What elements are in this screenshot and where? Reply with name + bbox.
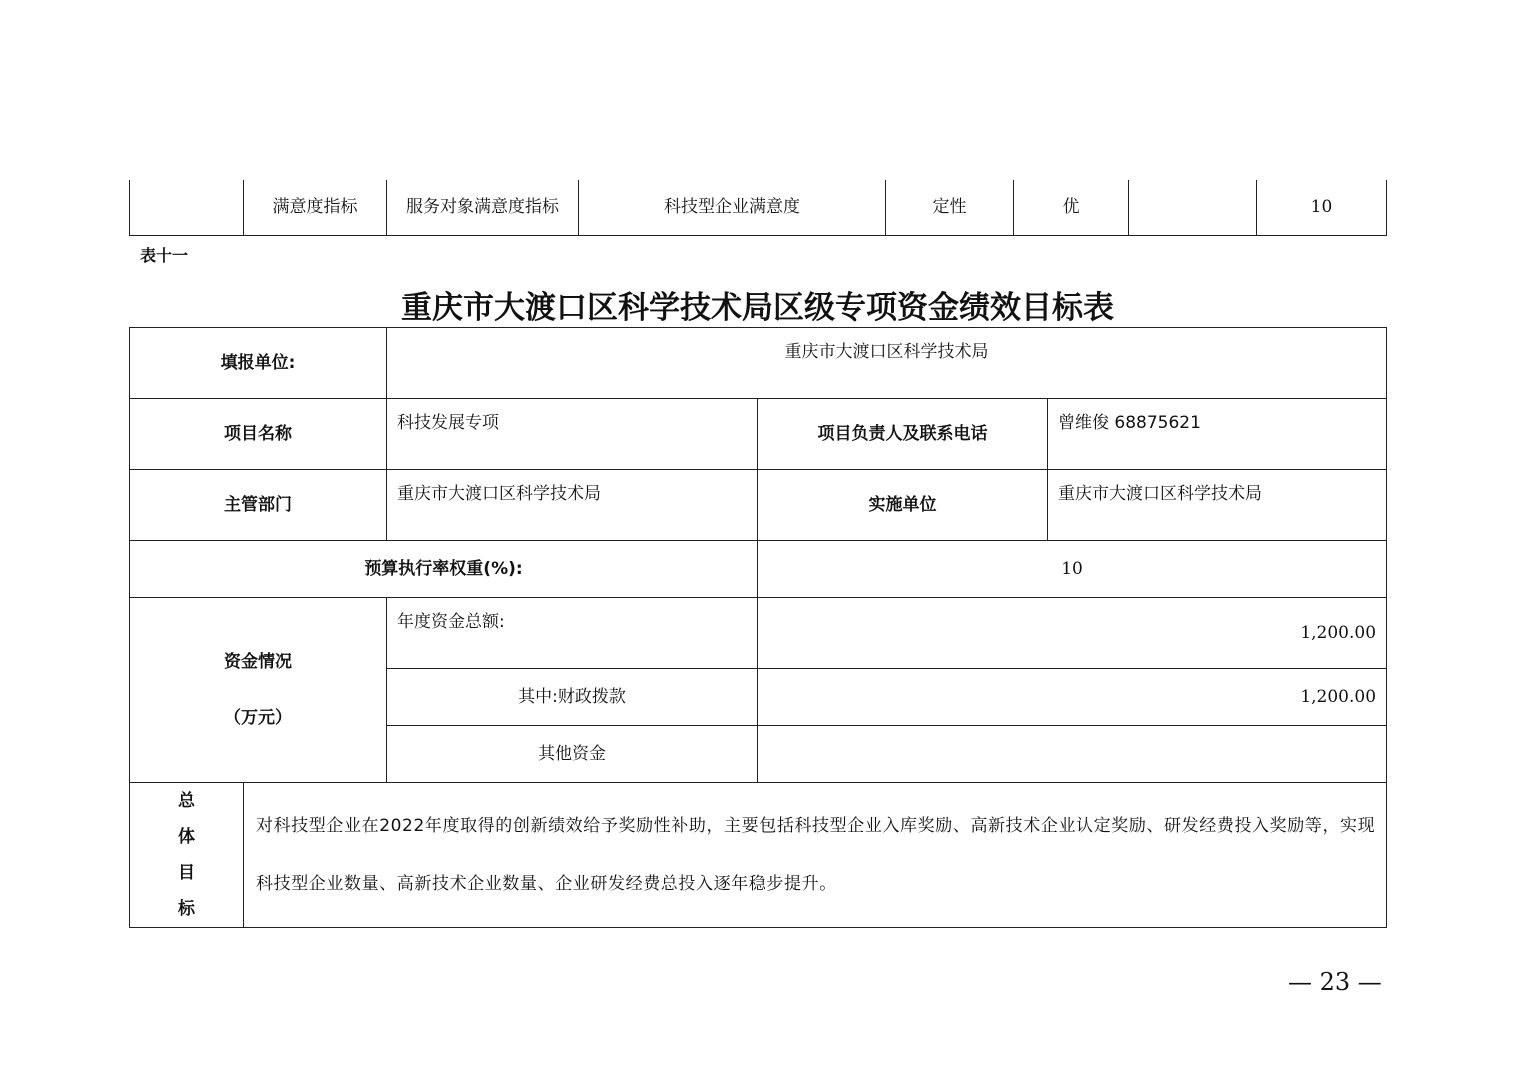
table-cell	[130, 180, 244, 236]
table-row	[130, 783, 1387, 928]
overall-goal-label	[130, 783, 244, 928]
funds-label-unit: （万元）	[224, 708, 292, 728]
funds-label	[130, 598, 387, 783]
funds-label-line: 资金情况	[224, 652, 292, 672]
other-funds-value	[758, 726, 1387, 783]
table-number-label: 表十一	[140, 246, 189, 265]
goal-label-char: 总	[178, 791, 195, 811]
overall-goal-text: 对科技型企业在2022年度取得的创新绩效给予奖励性补助，主要包括科技型企业入库奖励、高新技术企业认定奖励、研发经费投入奖励等，实现科技型企业数量、高新技术企业数量、企业研发经费总投入逐年稳步提升。	[244, 783, 1387, 928]
budget-weight-label: 预算执行率权重(%):	[130, 541, 758, 598]
annual-total-label: 年度资金总额:	[387, 598, 758, 669]
table-row	[130, 470, 1387, 541]
previous-table-tail	[129, 180, 1387, 236]
table-cell: 10	[1257, 180, 1387, 236]
goal-label-char: 体	[178, 827, 195, 847]
table-cell: 优	[1014, 180, 1129, 236]
other-funds-label: 其他资金	[387, 726, 758, 783]
goal-label-char: 标	[178, 899, 195, 919]
contact-value: 曾维俊 68875621	[1048, 399, 1387, 470]
dept-label: 主管部门	[130, 470, 387, 541]
table-row	[130, 598, 1387, 669]
table-row	[130, 399, 1387, 470]
table-row	[130, 328, 1387, 399]
table-cell: 定性	[886, 180, 1014, 236]
fiscal-value: 1,200.00	[758, 669, 1387, 726]
impl-unit-value: 重庆市大渡口区科学技术局	[1048, 470, 1387, 541]
fiscal-label: 其中:财政拨款	[387, 669, 758, 726]
table-row	[130, 180, 1387, 236]
goal-label-char: 目	[178, 863, 195, 883]
project-name-label: 项目名称	[130, 399, 387, 470]
table-cell: 满意度指标	[244, 180, 387, 236]
project-name-value: 科技发展专项	[387, 399, 758, 470]
budget-weight-value: 10	[758, 541, 1387, 598]
table-row	[130, 541, 1387, 598]
annual-total-value: 1,200.00	[758, 598, 1387, 669]
reporting-unit-value: 重庆市大渡口区科学技术局	[387, 328, 1387, 399]
dept-value: 重庆市大渡口区科学技术局	[387, 470, 758, 541]
reporting-unit-label: 填报单位:	[130, 328, 387, 399]
table-cell: 科技型企业满意度	[579, 180, 886, 236]
table-cell: 服务对象满意度指标	[387, 180, 579, 236]
page-title: 重庆市大渡口区科学技术局区级专项资金绩效目标表	[401, 290, 1114, 326]
impl-unit-label: 实施单位	[758, 470, 1048, 541]
table-cell	[1129, 180, 1257, 236]
contact-label: 项目负责人及联系电话	[758, 399, 1048, 470]
page-number: — 23 —	[1288, 968, 1382, 996]
performance-target-table	[129, 327, 1387, 928]
